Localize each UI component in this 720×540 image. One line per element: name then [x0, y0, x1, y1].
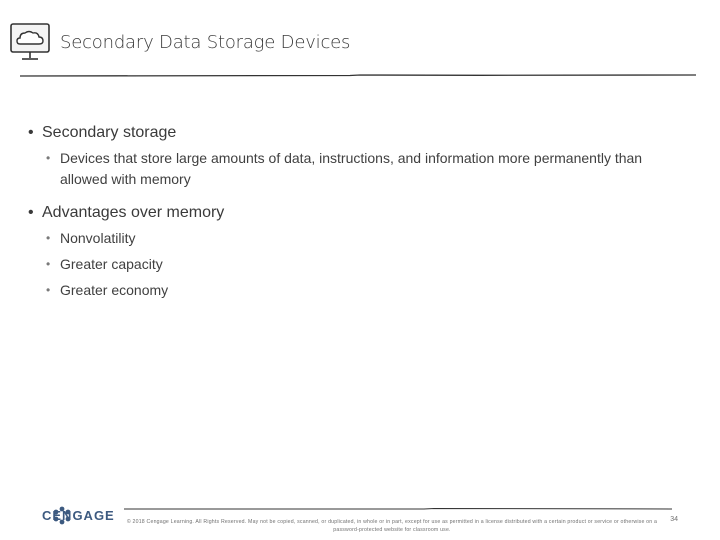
- sub-bullet-economy: • Greater economy: [46, 282, 169, 298]
- copyright-notice: © 2018 Cengage Learning. All Rights Reserved. May not be copied, scanned, or duplicated, in whole or in part, except for use as permitted in a license distributed with a certain product or service or otherwise on a password-protected website for classroom use.: [126, 519, 658, 533]
- cengage-logo-text: CENGAGE: [42, 508, 115, 523]
- sub-bullet-capacity: • Greater capacity: [46, 256, 163, 272]
- sub-bullet-text: Nonvolatility: [60, 230, 136, 246]
- sub-bullet-nonvolatility: • Nonvolatility: [46, 230, 136, 246]
- bullet-text: Advantages over memory: [42, 204, 225, 221]
- page-number: 34: [670, 516, 678, 523]
- bullet-advantages: • Advantages over memory: [28, 204, 225, 221]
- footer-divider: [124, 506, 672, 512]
- sub-bullet-devices: • Devices that store large amounts of data, instructions, and information more permanently than allowed with memory: [46, 150, 643, 187]
- cloud-monitor-icon: [8, 18, 56, 66]
- title-divider: [20, 70, 696, 80]
- sub-bullet-text: Greater economy: [60, 282, 169, 298]
- bullet-text: Secondary storage: [42, 124, 177, 141]
- slide-title: Secondary Data Storage Devices: [60, 32, 351, 53]
- sub-bullet-text: Greater capacity: [60, 256, 163, 272]
- slide-content: [28, 122, 668, 301]
- sub-bullet-text: Devices that store large amounts of data, instructions, and information more permanently than allowed with memory: [60, 150, 643, 187]
- bullet-secondary-storage: • Secondary storage: [28, 124, 177, 141]
